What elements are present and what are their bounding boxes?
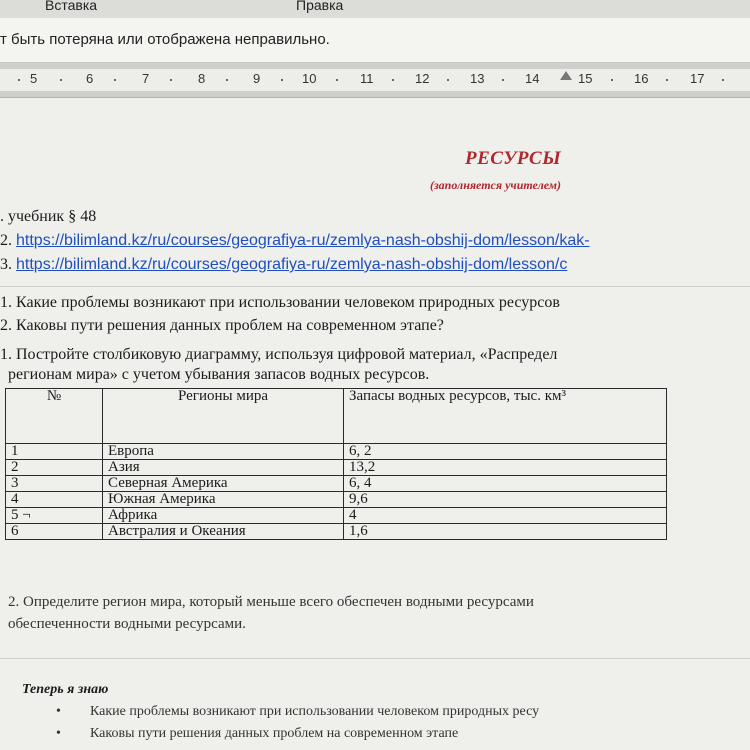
row-number: 5 ¬ [6, 508, 103, 524]
row-number: 3 [6, 476, 103, 492]
row-number: 1 [6, 444, 103, 460]
ruler-tick: 13 [470, 71, 485, 86]
ruler-tick: 14 [525, 71, 540, 86]
bullet-text: Каковы пути решения данных проблем на современном этапе [90, 726, 459, 741]
horizontal-ruler[interactable] [0, 63, 750, 98]
row-value: 9,6 [344, 492, 667, 508]
divider [0, 658, 750, 659]
bullet-icon: • [56, 704, 61, 719]
ruler-dot [281, 79, 283, 81]
compatibility-warning-bar [0, 18, 750, 63]
source-item-2 [0, 232, 590, 250]
ruler-tick: 16 [634, 71, 649, 86]
ruler-tick: 9 [253, 71, 261, 86]
ruler-tick: 12 [415, 71, 430, 86]
ruler-dot [611, 79, 613, 81]
column-header-water-reserves: Запасы водных ресурсов, тыс. км³ [344, 389, 667, 444]
ruler-tick: 5 [30, 71, 38, 86]
source-item-3 [0, 256, 567, 274]
ruler-tick: 10 [302, 71, 317, 86]
warning-text: т быть потеряна или отображена неправильно. [0, 31, 330, 48]
row-value: 1,6 [344, 524, 667, 540]
ruler-dot [336, 79, 338, 81]
ruler-tick: 11 [360, 71, 374, 86]
table-row [6, 476, 667, 492]
source-number: 2. [0, 232, 16, 249]
task-1-line-2: регионам мира» с учетом убывания запасов водных ресурсов. [8, 366, 430, 383]
ruler-dot [170, 79, 172, 81]
task-1-line-1: 1. Постройте столбиковую диаграмму, используя цифровой материал, «Распредел [0, 346, 558, 363]
table-row [6, 444, 667, 460]
row-number: 4 [6, 492, 103, 508]
row-value: 4 [344, 508, 667, 524]
row-number: 6 [6, 524, 103, 540]
lesson-link-2[interactable]: https://bilimland.kz/ru/courses/geografiya-ru/zemlya-nash-obshij-dom/lesson/c [16, 256, 568, 273]
table-row [6, 492, 667, 508]
ruler-dot [666, 79, 668, 81]
row-region: Австралия и Океания [103, 524, 344, 540]
row-value: 6, 2 [344, 444, 667, 460]
source-item-1: . учебник § 48 [0, 208, 97, 225]
question-2: 2. Каковы пути решения данных проблем на современном этапе? [0, 317, 444, 334]
column-header-number: № [6, 389, 103, 444]
water-resources-table [5, 388, 667, 540]
table-row [6, 508, 667, 524]
ruler-strip [0, 69, 750, 91]
ruler-dot [114, 79, 116, 81]
ruler-dot [502, 79, 504, 81]
ruler-dot [722, 79, 724, 81]
table-header-row [6, 389, 667, 444]
ruler-tick: 17 [690, 71, 705, 86]
row-region: Азия [103, 460, 344, 476]
ruler-tick: 8 [198, 71, 206, 86]
row-value: 13,2 [344, 460, 667, 476]
bullet-text: Какие проблемы возникают при использовании человеком природных ресу [90, 704, 540, 719]
row-value: 6, 4 [344, 476, 667, 492]
ruler-dot [226, 79, 228, 81]
indent-marker-icon[interactable] [560, 71, 572, 80]
question-1: 1. Какие проблемы возникают при использовании человеком природных ресурсов [0, 294, 560, 311]
table-row [6, 460, 667, 476]
ruler-tick: 6 [86, 71, 94, 86]
ruler-dot [447, 79, 449, 81]
task-2-line-1: 2. Определите регион мира, который меньше всего обеспечен водными ресурсами [8, 594, 534, 610]
bullet-icon: • [56, 726, 61, 741]
document-page[interactable] [0, 98, 750, 750]
divider [0, 286, 750, 287]
menu-item-insert[interactable]: Вставка [45, 0, 98, 13]
menu-item-edit[interactable]: Правка [296, 0, 344, 13]
ruler-dot [392, 79, 394, 81]
row-region: Европа [103, 444, 344, 460]
section-title: РЕСУРСЫ [465, 148, 562, 169]
table-row [6, 524, 667, 540]
row-number: 2 [6, 460, 103, 476]
source-number: 3. [0, 256, 16, 273]
row-region: Северная Америка [103, 476, 344, 492]
menu-bar [0, 0, 750, 18]
task-2-line-2: обеспеченности водными ресурсами. [8, 616, 246, 632]
row-region: Южная Америка [103, 492, 344, 508]
ruler-dot [18, 79, 20, 81]
know-section-title: Теперь я знаю [22, 682, 109, 697]
ruler-dot [60, 79, 62, 81]
ruler-tick: 7 [142, 71, 150, 86]
row-region: Африка [103, 508, 344, 524]
column-header-region: Регионы мира [103, 389, 344, 444]
ruler-tick: 15 [578, 71, 593, 86]
lesson-link-1[interactable]: https://bilimland.kz/ru/courses/geografiya-ru/zemlya-nash-obshij-dom/lesson/kak- [16, 232, 590, 249]
section-subtitle: (заполняется учителем) [430, 178, 561, 192]
